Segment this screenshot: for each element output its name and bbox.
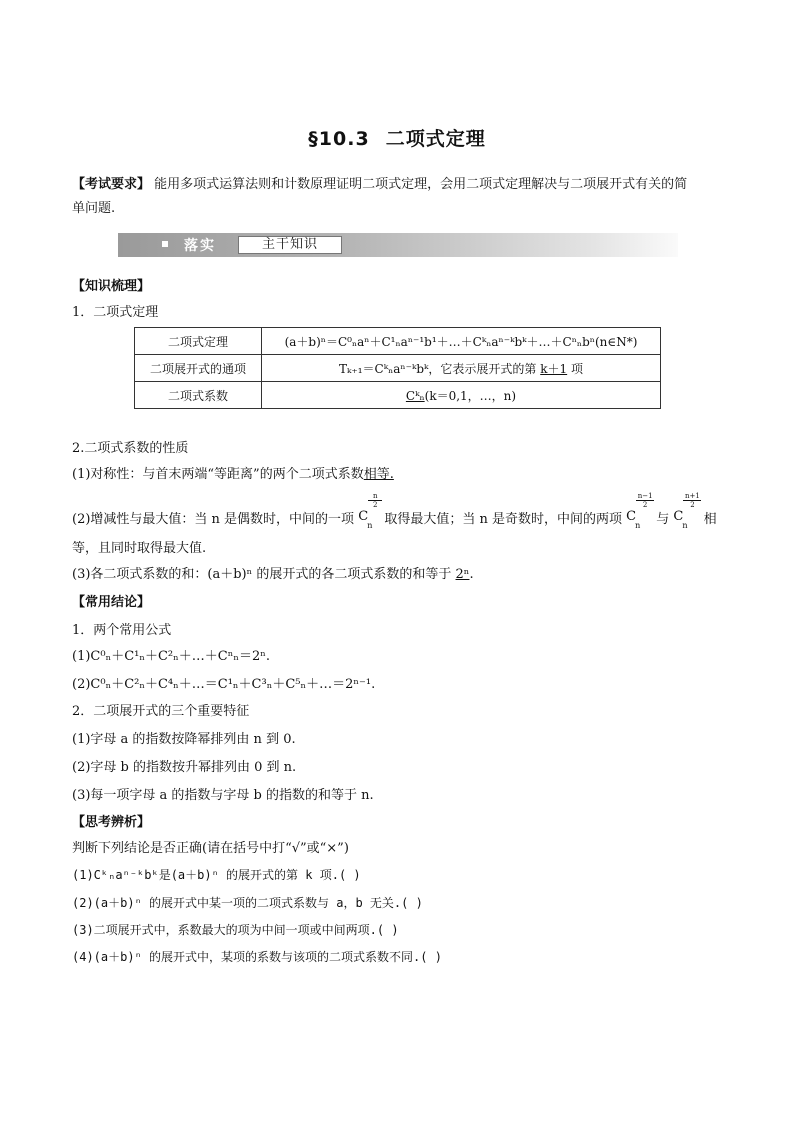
upper-index (636, 492, 654, 509)
question-4: (4)(a＋b)ⁿ 的展开式中，某项的系数与该项的二项式系数不同.( ) (72, 950, 442, 964)
general-term-formula: Tₖ₊₁＝Cᵏₙaⁿ⁻ᵏbᵏ，它表示展开式的第 (339, 361, 537, 376)
question-3: (3)二项展开式中，系数最大的项为中间一项或中间两项.( ) (72, 923, 399, 937)
property-symmetry-text: (1)对称性：与首末两端“等距离”的两个二项式系数 (72, 467, 364, 482)
requirements-text-1: 能用多项式运算法则和计数原理证明二项式定理，会用二项式定理解决与二项展开式有关的简 (154, 177, 688, 192)
table-cell-label: 二项展开式的通项 (135, 355, 262, 382)
requirements-line1 (72, 176, 687, 194)
property-monotonicity (72, 492, 717, 530)
knowledge-heading: 【知识梳理】 (72, 279, 151, 294)
requirements-line2: 单问题. (72, 201, 116, 216)
upper-index (683, 492, 701, 509)
table-row (135, 328, 661, 355)
lower-index: n (635, 521, 641, 530)
upper-index-denominator: 2 (372, 501, 378, 509)
conclusions-heading: 【常用结论】 (72, 595, 151, 610)
property-symmetry (72, 466, 394, 484)
formula-2: (2)C⁰ₙ＋C²ₙ＋C⁴ₙ＋…＝C¹ₙ＋C³ₙ＋C⁵ₙ＋…＝2ⁿ⁻¹. (72, 677, 376, 692)
thinking-intro: 判断下列结论是否正确(请在括号中打“√”或“×”) (72, 841, 349, 856)
table-cell-label: 二项式定理 (135, 328, 262, 355)
fraction-bar (368, 500, 382, 509)
property-monotonicity-part4: 相 (703, 512, 717, 527)
upper-index-numerator: n−1 (637, 492, 653, 500)
property-sum (72, 566, 474, 584)
conclusions-item2-title: 2．二项展开式的三个重要特征 (72, 704, 250, 719)
item2-title: 2.二项式系数的性质 (72, 441, 189, 456)
general-term-suffix: 项 (570, 361, 583, 376)
banner-bullet (162, 241, 168, 247)
table-cell-formula: (a＋b)ⁿ＝C⁰ₙaⁿ＋C¹ₙaⁿ⁻¹b¹＋…＋Cᵏₙaⁿ⁻ᵏbᵏ＋…＋Cⁿₙbⁿ(n∈N*) (262, 328, 661, 355)
middle-term-odd-1 (626, 492, 653, 530)
combination-symbol: C (626, 509, 637, 524)
middle-term-even (358, 492, 380, 530)
combination-symbol: C (673, 509, 684, 524)
property-sum-suffix: . (469, 567, 474, 582)
feature-1: (1)字母 a 的指数按降幂排列由 n 到 0. (72, 732, 296, 747)
formula-1: (1)C⁰ₙ＋C¹ₙ＋C²ₙ＋…＋Cⁿₙ＝2ⁿ. (72, 649, 270, 664)
property-sum-text: (3)各二项式系数的和：(a＋b)ⁿ 的展开式的各二项式系数的和等于 (72, 567, 452, 582)
page-title (0, 124, 794, 151)
feature-2: (2)字母 b 的指数按升幂排列由 0 到 n. (72, 760, 297, 775)
section-title: 二项式定理 (385, 128, 486, 150)
property-symmetry-answer: 相等. (363, 467, 394, 482)
binomial-coefficient: Cᵏₙ (405, 388, 425, 403)
feature-3: (3)每一项字母 a 的指数与字母 b 的指数的和等于 n. (72, 788, 374, 803)
table-cell-formula (262, 382, 661, 409)
upper-index-numerator: n (372, 492, 378, 500)
fraction-bar (636, 500, 654, 509)
property-sum-answer: 2ⁿ (455, 567, 470, 582)
fraction-bar (683, 500, 701, 509)
property-monotonicity-line2: 等，且同时取得最大值. (72, 541, 207, 556)
lower-index: n (367, 521, 373, 530)
table-cell-formula (262, 355, 661, 382)
thinking-heading: 【思考辨析】 (72, 815, 151, 830)
property-monotonicity-part2: 取得最大值；当 n 是奇数时，中间的两项 (384, 512, 622, 527)
upper-index-denominator: 2 (690, 501, 695, 509)
combination-symbol: C (358, 509, 369, 524)
section-banner (118, 233, 678, 257)
middle-term-odd-2 (673, 492, 700, 530)
item1-title: 1．二项式定理 (72, 305, 159, 320)
section-number: §10.3 (308, 128, 370, 150)
property-monotonicity-part1: (2)增减性与最大值：当 n 是偶数时，中间的一项 (72, 512, 355, 527)
binomial-theorem-table (134, 327, 661, 409)
table-row (135, 382, 661, 409)
table-row (135, 355, 661, 382)
question-1: (1)Cᵏₙaⁿ⁻ᵏbᵏ是(a＋b)ⁿ 的展开式的第 k 项.( ) (72, 868, 361, 882)
upper-index (368, 492, 382, 509)
general-term-index: k＋1 (540, 361, 568, 376)
upper-index-denominator: 2 (642, 501, 648, 509)
conclusions-item1-title: 1．两个常用公式 (72, 623, 172, 638)
table-cell-label: 二项式系数 (135, 382, 262, 409)
question-2: (2)(a＋b)ⁿ 的展开式中某一项的二项式系数与 a，b 无关.( ) (72, 896, 423, 910)
property-monotonicity-part3: 与 (656, 512, 670, 527)
lower-index: n (682, 521, 688, 530)
coefficient-range: (k＝0,1，…，n) (424, 388, 517, 403)
upper-index-numerator: n+1 (685, 492, 700, 500)
banner-subtitle: 主干知识 (238, 236, 342, 254)
banner-tag: 落实 (184, 238, 216, 254)
requirements-label: 【考试要求】 (72, 177, 151, 192)
